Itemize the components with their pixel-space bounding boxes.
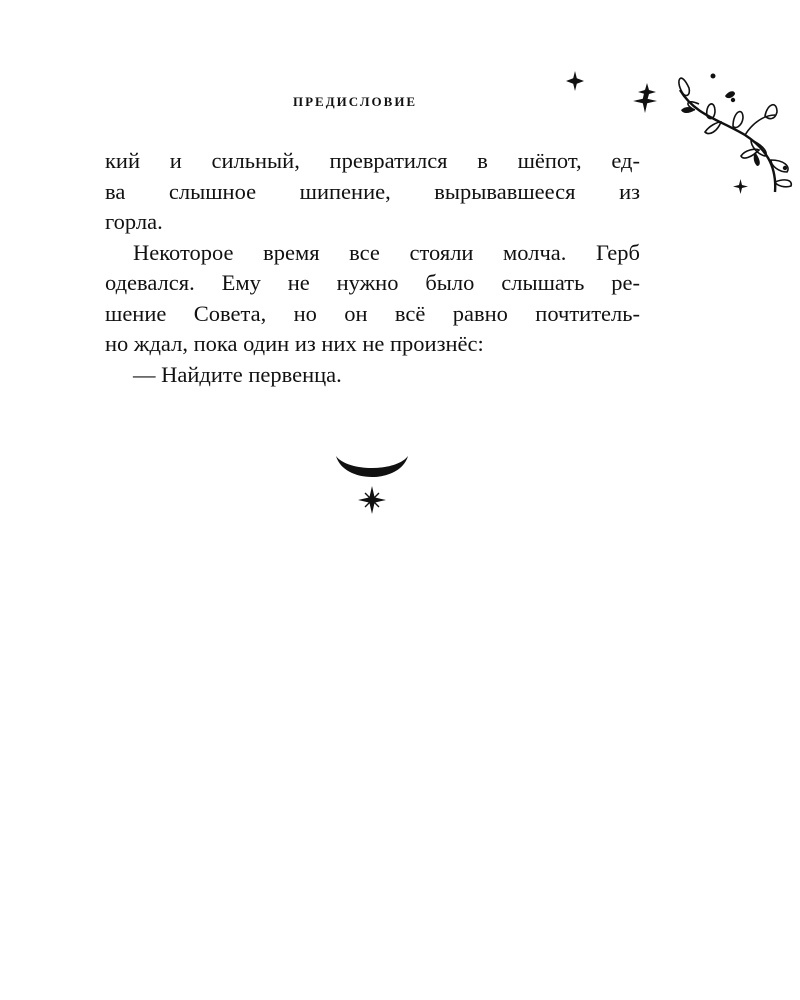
text-line: Некоторое время все стояли молча. Герб [133,239,640,265]
text-line: но ждал, пока один из них не произнёс: [105,331,484,356]
running-head: ПРЕДИСЛОВИЕ [293,94,418,109]
vine-with-stars-icon [625,60,800,205]
text-line: горла. [105,209,163,234]
star-icon [560,66,590,96]
crescent-moon-star-icon [332,448,412,523]
text-line: шение Совета, но он всё равно почтитель- [105,300,640,326]
text-line: — Найдите первенца. [133,361,342,387]
text-line: ва слышное шипение, вырывавшееся из [105,178,640,204]
star-icon [630,86,660,116]
text-line: кий и сильный, превратился в шёпот, ед- [105,148,640,173]
text-line: одевался. Ему не нужно было слышать ре- [105,270,640,295]
body-text [105,146,640,390]
